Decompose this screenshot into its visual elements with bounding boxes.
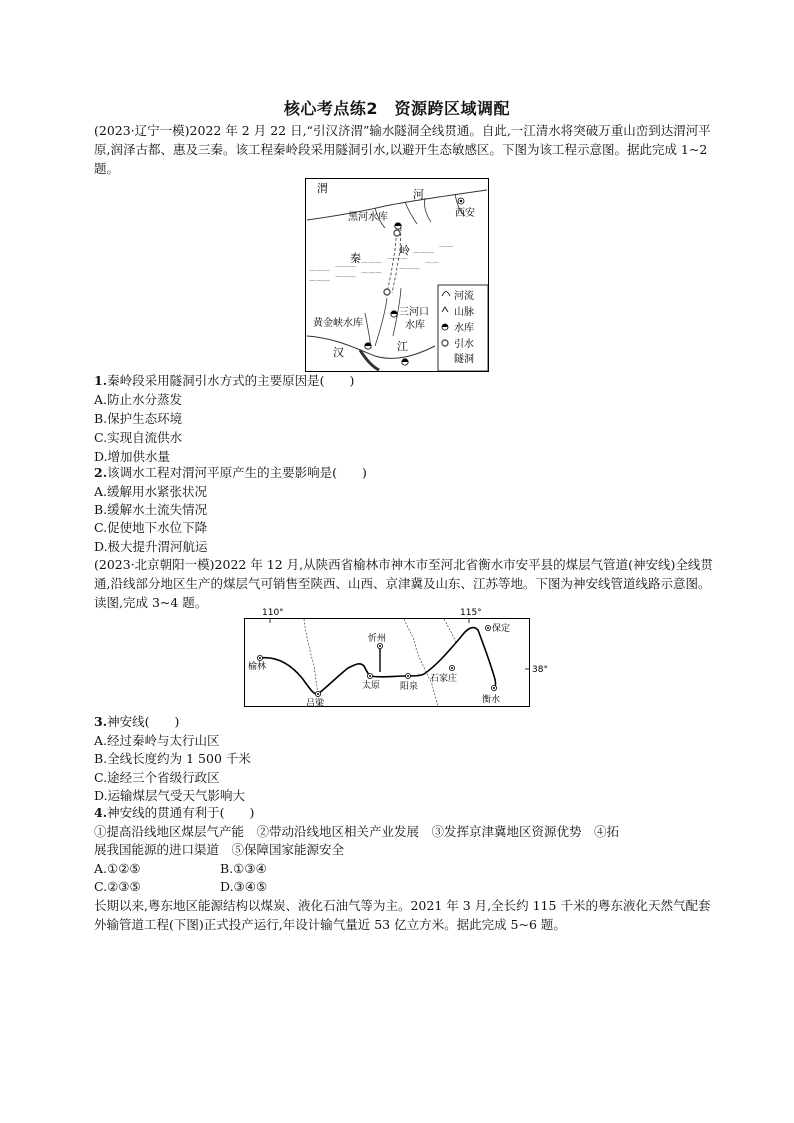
intro-paragraph-1: (2023·辽宁一模)2022 年 2 月 22 日,“引汉济渭”输水隧洞全线贯通。自此,一江清水将突破万重山峦到达渭河平原,润泽古都、惠及三秦。该工程秦岭段采用隧洞引水,以避开生态敏感区。下图为该工程示意图。据此完成 1~2 题。 xyxy=(94,123,711,176)
reservoir-heihe-symbol xyxy=(395,223,401,229)
svg-text:⌒⌒⌒: ⌒⌒⌒ xyxy=(413,252,434,260)
reservoir-legend-icon xyxy=(442,324,448,330)
q4-option-d: D.③④⑤ xyxy=(220,879,268,894)
q3-option-b: B.全线长度约为 1 500 千米 xyxy=(94,751,251,766)
reservoir-sanhekou-symbol xyxy=(391,311,397,317)
legend-mountain: 山脉 xyxy=(454,307,474,318)
q2-option-c: C.促使地下水位下降 xyxy=(94,520,208,535)
q1-option-c: C.实现自流供水 xyxy=(94,430,183,445)
map-frame xyxy=(245,619,530,707)
lon-115-label: 115° xyxy=(460,608,482,618)
question-1-stem xyxy=(94,371,354,390)
label-heihe-reservoir: 黑河水库 xyxy=(348,212,388,223)
tunnel-symbol-north xyxy=(394,230,400,236)
q2-option-b: B.缓解水土流失情况 xyxy=(94,502,208,517)
lon-110-label: 110° xyxy=(262,608,284,618)
q4-option-c: C.②③⑤ xyxy=(94,879,141,894)
question-3-number: 3. xyxy=(94,714,108,729)
q4-items-line-1: ①提高沿线地区煤层气产能 ②带动沿线地区相关产业发展 ③发挥京津冀地区资源优势 ④拓 xyxy=(94,824,620,839)
tunnel-legend-icon xyxy=(442,340,448,346)
page-title: 核心考点练2 资源跨区域调配 xyxy=(283,99,511,118)
q3-option-a: A.经过秦岭与太行山区 xyxy=(94,733,220,748)
question-1-text: 秦岭段采用隧洞引水方式的主要原因是( ) xyxy=(107,373,355,388)
question-4-text: 神安线的贯通有利于( ) xyxy=(107,805,255,820)
yinhanjiwei-map xyxy=(305,178,489,372)
q1-option-a: A.防止水分蒸发 xyxy=(94,392,183,407)
tunnel-symbol-south xyxy=(384,289,390,295)
question-4-stem xyxy=(94,803,254,822)
question-1-number: 1. xyxy=(94,373,108,388)
svg-text:⌒⌒⌒: ⌒⌒⌒ xyxy=(309,280,330,288)
label-sanhekou-2: 水库 xyxy=(405,320,425,331)
svg-text:⌒⌒⌒: ⌒⌒⌒ xyxy=(399,268,420,276)
shenan-pipeline-map xyxy=(244,606,552,708)
intro-paragraph-3: 长期以来,粤东地区能源结构以煤炭、液化石油气等为主。2021 年 3 月,全长约 115 千米的粤东液化天然气配套外输管道工程(下图)正式投产运行,年设计输气量近 53 亿立方米。据此完成 5~6 题。 xyxy=(94,898,711,932)
label-wei: 渭 xyxy=(317,182,328,195)
question-3-stem xyxy=(94,712,179,731)
intro-paragraph-2: (2023·北京朝阳一模)2022 年 12 月,从陕西省榆林市神木市至河北省衡水市安平县的煤层气管道(神安线)全线贯通,沿线部分地区生产的煤层气可销售至陕西、山西、京津冀及山东、江苏等地。下图为神安线管道线路示意图。读图,完成 3~4 题。 xyxy=(94,557,713,610)
label-xian: 西安 xyxy=(455,208,475,219)
q2-option-a: A.缓解用水紧张状况 xyxy=(94,484,208,499)
svg-text:⌒⌒⌒: ⌒⌒⌒ xyxy=(335,276,356,284)
legend-tunnel-1: 引水 xyxy=(454,339,474,350)
q4-option-a: A.①②⑤ xyxy=(94,861,141,876)
q2-option-d: D.极大提升渭河航运 xyxy=(94,539,208,554)
label-han: 汉 xyxy=(333,346,344,359)
label-huangjinxia-reservoir: 黄金峡水库 xyxy=(313,318,363,329)
svg-text:⌒⌒: ⌒⌒ xyxy=(425,262,439,270)
q4-items-line-2: 展我国能源的进口渠道 ⑤保障国家能源安全 xyxy=(94,842,345,857)
label-jiang: 江 xyxy=(397,340,408,353)
legend-tunnel-2: 隧洞 xyxy=(454,354,474,365)
svg-text:⌒⌒⌒: ⌒⌒⌒ xyxy=(309,270,330,278)
city-label-yulin: 榆林 xyxy=(248,662,267,672)
svg-text:⌒⌒⌒: ⌒⌒⌒ xyxy=(387,258,408,266)
q1-option-b: B.保护生态环境 xyxy=(94,411,183,426)
lat-38-label: 38° xyxy=(532,665,548,675)
reservoir-south-symbol xyxy=(402,359,408,365)
label-ling: 岭 xyxy=(399,244,410,257)
svg-text:⌒⌒⌒: ⌒⌒⌒ xyxy=(361,262,382,270)
city-label-yangquan: 阳泉 xyxy=(400,682,419,692)
city-label-shijiazhuang: 石家庄 xyxy=(430,674,458,684)
city-label-baoding: 保定 xyxy=(492,624,511,634)
city-label-xinzhou: 忻州 xyxy=(368,634,387,644)
q1-option-d: D.增加供水量 xyxy=(94,449,171,464)
reservoir-huangjinxia-symbol xyxy=(365,343,371,349)
svg-text:⌒⌒: ⌒⌒ xyxy=(439,246,453,254)
label-he: 河 xyxy=(413,188,424,201)
svg-text:⌒⌒⌒: ⌒⌒⌒ xyxy=(361,272,382,280)
label-sanhekou-1: 三河口 xyxy=(399,307,429,318)
question-3-text: 神安线( ) xyxy=(107,714,180,729)
svg-text:⌒⌒⌒: ⌒⌒⌒ xyxy=(335,266,356,274)
question-2-number: 2. xyxy=(94,465,108,480)
city-label-hengshui: 衡水 xyxy=(482,695,501,705)
legend-reservoir: 水库 xyxy=(454,323,474,334)
q4-option-b: B.①③④ xyxy=(220,861,267,876)
question-2-stem xyxy=(94,463,367,482)
legend-river: 河流 xyxy=(454,291,474,302)
city-label-taiyuan: 太原 xyxy=(362,681,381,691)
label-qin: 秦 xyxy=(350,252,361,265)
q3-option-d: D.运输煤层气受天气影响大 xyxy=(94,788,246,803)
city-label-lvliang: 吕梁 xyxy=(306,699,325,708)
question-2-text: 该调水工程对渭河平原产生的主要影响是( ) xyxy=(107,465,367,480)
question-4-number: 4. xyxy=(94,805,108,820)
q3-option-c: C.途经三个省级行政区 xyxy=(94,770,220,785)
